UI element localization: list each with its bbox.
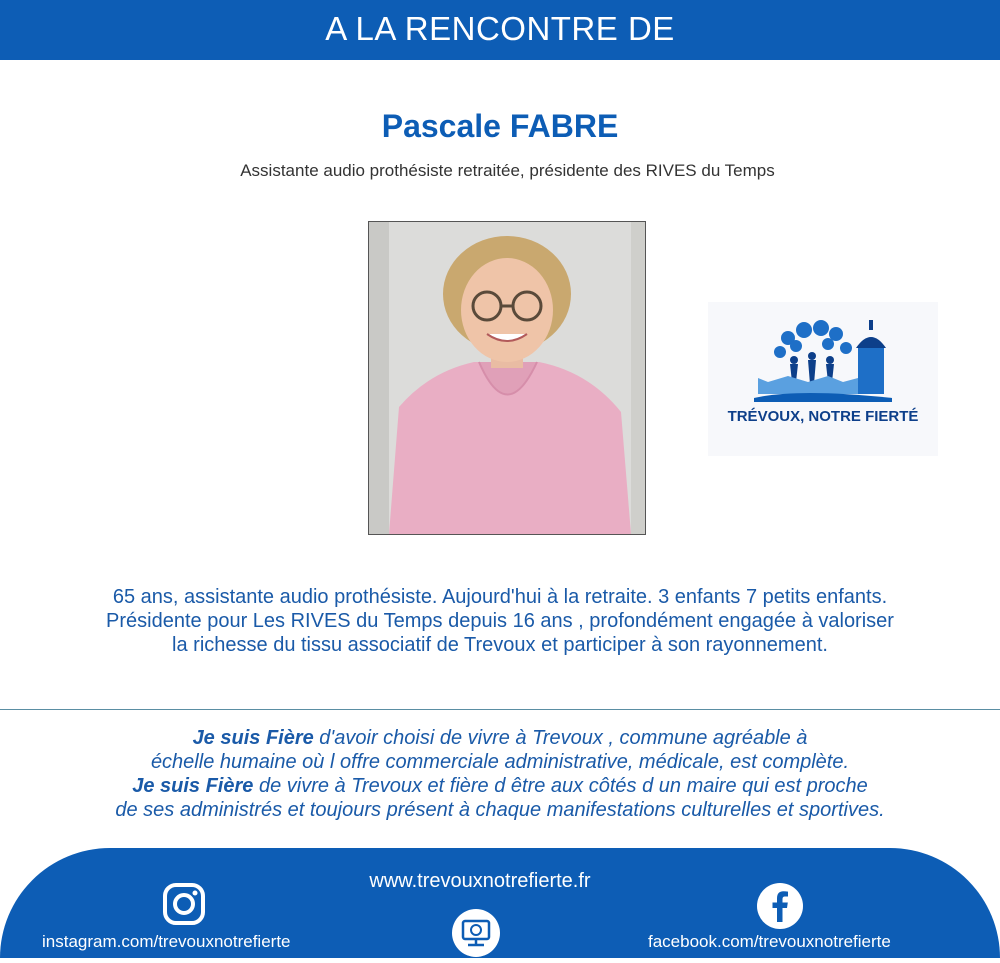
trevoux-logo xyxy=(708,302,938,456)
pride-text: de vivre à Trevoux et fière d être aux côtés d un maire qui est proche xyxy=(253,775,868,797)
footer xyxy=(0,848,1000,958)
header-banner xyxy=(0,0,1000,60)
biography xyxy=(0,585,1000,657)
pride-line xyxy=(0,726,1000,750)
pride-line xyxy=(0,774,1000,798)
facebook-icon[interactable] xyxy=(756,882,804,930)
banner-title: A LA RENCONTRE DE xyxy=(325,10,675,47)
website-icon[interactable] xyxy=(451,908,501,958)
portrait-photo xyxy=(368,221,646,535)
instagram-link[interactable]: instagram.com/trevouxnotrefierte xyxy=(42,932,291,951)
website-link[interactable]: www.trevouxnotrefierte.fr xyxy=(369,870,591,892)
pride-text: d'avoir choisi de vivre à Trevoux , commune agréable à xyxy=(313,727,808,749)
bio-line: la richesse du tissu associatif de Trevoux et participer à son rayonnement. xyxy=(172,634,828,656)
logo-text: TRÉVOUX, NOTRE FIERTÉ xyxy=(727,408,919,425)
pride-line: échelle humaine où l offre commerciale administrative, médicale, est complète. xyxy=(150,751,850,773)
person-name: Pascale FABRE xyxy=(381,108,619,144)
section-divider xyxy=(0,709,1000,710)
bio-line: 65 ans, assistante audio prothésiste. Aujourd'hui à la retraite. 3 enfants 7 petits enfants. xyxy=(112,586,888,608)
bio-line: Présidente pour Les RIVES du Temps depuis 16 ans , profondément engagée à valoriser xyxy=(106,610,894,632)
instagram-icon[interactable] xyxy=(162,882,206,926)
pride-statement xyxy=(0,726,1000,822)
facebook-link[interactable]: facebook.com/trevouxnotrefierte xyxy=(648,932,891,951)
person-role: Assistante audio prothésiste retraitée, présidente des RIVES du Temps xyxy=(240,161,775,180)
pride-emphasis: Je suis Fière xyxy=(192,727,314,749)
pride-line: de ses administrés et toujours présent à chaque manifestations culturelles et sportives. xyxy=(115,799,885,821)
pride-emphasis: Je suis Fière xyxy=(132,775,254,797)
